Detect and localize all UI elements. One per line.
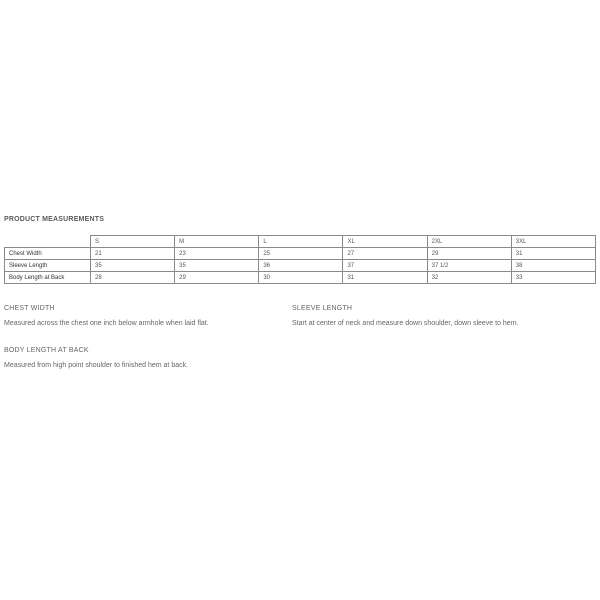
- description-title: BODY LENGTH AT BACK: [4, 347, 89, 354]
- row-label: Body Length at Back: [5, 272, 91, 284]
- table-cell: 37 1/2: [427, 260, 511, 272]
- column-header-2xl: 2XL: [427, 236, 511, 248]
- description-title: CHEST WIDTH: [4, 305, 55, 312]
- table-cell: 29: [175, 272, 259, 284]
- table-cell: 30: [259, 272, 343, 284]
- description-text: Measured across the chest one inch below armhole when laid flat.: [4, 320, 209, 327]
- row-label: Chest Width: [5, 248, 91, 260]
- table-row-sleeve-length: [5, 260, 596, 272]
- table-row-chest-width: [5, 248, 596, 260]
- description-text: Measured from high point shoulder to finished hem at back.: [4, 362, 189, 369]
- body-length-description: [4, 347, 188, 369]
- table-cell: 33: [511, 272, 595, 284]
- product-measurements-heading: PRODUCT MEASUREMENTS: [4, 216, 105, 223]
- column-header-3xl: 3XL: [511, 236, 595, 248]
- row-label: Sleeve Length: [5, 260, 91, 272]
- chest-width-description: [4, 305, 209, 327]
- column-header-xl: XL: [343, 236, 427, 248]
- table-cell: 25: [259, 248, 343, 260]
- column-header-l: L: [259, 236, 343, 248]
- table-cell: 28: [91, 272, 175, 284]
- table-cell: 29: [427, 248, 511, 260]
- measurements-table: [4, 235, 596, 284]
- table-cell: 31: [343, 272, 427, 284]
- sleeve-length-description: [292, 305, 518, 327]
- table-cell: 32: [427, 272, 511, 284]
- description-title: SLEEVE LENGTH: [292, 305, 353, 312]
- table-cell: 37: [343, 260, 427, 272]
- table-cell: 31: [511, 248, 595, 260]
- table-cell: 36: [259, 260, 343, 272]
- column-header-m: M: [175, 236, 259, 248]
- table-cell: 35: [91, 260, 175, 272]
- table-cell: 21: [91, 248, 175, 260]
- table-cell: 23: [175, 248, 259, 260]
- table-corner-cell: [5, 236, 91, 248]
- table-header-row: [5, 236, 596, 248]
- table-cell: 27: [343, 248, 427, 260]
- description-text: Start at center of neck and measure down shoulder, down sleeve to hem.: [292, 320, 519, 327]
- table-row-body-length: [5, 272, 596, 284]
- table-cell: 35: [175, 260, 259, 272]
- column-header-s: S: [91, 236, 175, 248]
- table-cell: 38: [511, 260, 595, 272]
